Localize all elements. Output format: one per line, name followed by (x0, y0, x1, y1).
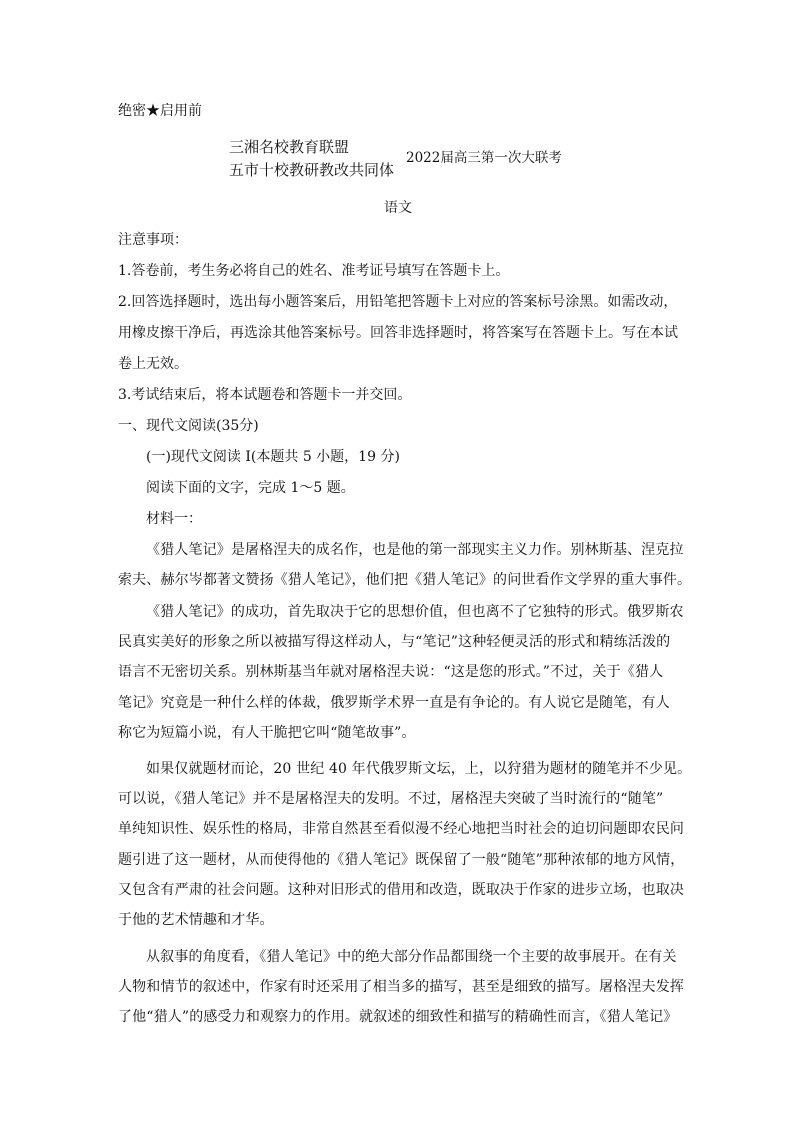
paragraph-line: 《猎人笔记》的成功，首先取决于它的思想价值，但也离不了它独特的形式。俄罗斯农 (146, 604, 684, 620)
paragraph-line: 单纯知识性、娱乐性的格局，非常自然甚至看似漫不经心地把当时社会的迫切问题即农民问 (118, 821, 684, 838)
exam-title: 2022届高三第一次大联考 (406, 150, 562, 166)
paragraph-line: 如果仅就题材而论，20 世纪 40 年代俄罗斯文坛，上，以狩猎为题材的随笔并不少见。 (146, 761, 692, 777)
note-item-2-line-2: 用橡皮擦干净后，再选涂其他答案标号。回答非选择题时，将答案写在答题卡上。写在本试 (118, 325, 678, 341)
note-item-3: 3.考试结束后，将本试题卷和答题卡一并交回。 (118, 387, 412, 403)
paragraph-line: 了他“猎人”的感受力和观察力的作用。就叙述的细致性和描写的精确性而言，《猎人笔记》 (118, 1009, 678, 1026)
paragraph-line: 称它为短篇小说，有人干脆把它叫“随笔故事”。 (118, 724, 416, 741)
notes-title: 注意事项： (118, 232, 188, 248)
org-name-line1: 三湘名校教育联盟 (229, 138, 350, 156)
confidential-label: 绝密★启用前 (118, 103, 202, 119)
org-name-line2: 五市十校教研教改共同体 (229, 161, 395, 179)
paragraph-line: 可以说，《猎人笔记》并不是屠格涅夫的发明。不过，屠格涅夫突破了当时流行的“随笔” (118, 791, 664, 808)
paragraph-line: 人物和情节的叙述中，作家有时还采用了相当多的描写，甚至是细致的描写。屠格涅夫发挥 (118, 979, 684, 996)
paragraph-line: 索夫、赫尔岑都著文赞扬《猎人笔记》，他们把《猎人笔记》的问世看作文学界的重大事件。 (118, 572, 692, 589)
note-item-2-line-1: 2.回答选择题时，选出每小题答案后，用铅笔把答题卡上对应的答案标号涂黑。如需改动， (118, 294, 678, 310)
material-label: 材料一： (146, 511, 202, 527)
paragraph-line: 笔记》究竟是一种什么样的体裁，俄罗斯学术界一直是有争论的。有人说它是随笔，有人 (118, 694, 670, 711)
section-sub-heading: (一)现代文阅读 I(本题共 5 小题，19 分) (146, 449, 400, 465)
paragraph-3 (118, 754, 692, 935)
paragraph-line: 从叙事的角度看，《猎人笔记》中的绝大部分作品都围绕一个主要的故事展开。在有关 (146, 949, 677, 965)
paragraph-line: 题引进了这一题材，从而使得他的《猎人笔记》既保留了一般“随笔”那种浓郁的地方风情， (118, 851, 685, 868)
paragraph-line: 《猎人笔记》是屠格涅夫的成名作，也是他的第一部现实主义力作。别林斯基、涅克拉 (146, 542, 684, 558)
note-item-1: 1.答卷前，考生务必将自己的姓名、准考证号填写在答题卡上。 (118, 263, 510, 279)
paragraph-line: 民真实美好的形象之所以被描写得这样动人，与“笔记”这种轻便灵活的形式和精练活泼的 (118, 634, 671, 651)
subject-title: 语文 (384, 200, 412, 216)
paragraph-line: 又包含有严肃的社会问题。这种对旧形式的借用和改造，既取决于作家的进步立场，也取决 (118, 881, 684, 898)
section-heading: 一、现代文阅读(35分) (118, 418, 259, 434)
note-item-2-line-3: 卷上无效。 (118, 356, 188, 372)
paragraph-line: 语言不无密切关系。别林斯基当年就对屠格涅夫说：“这是您的形式。”不过，关于《猎人 (118, 664, 664, 681)
paragraph-1 (118, 535, 692, 595)
paragraph-line: 于他的艺术情趣和才华。 (118, 911, 274, 928)
paragraph-2 (118, 597, 684, 748)
paragraph-4 (118, 942, 684, 1033)
reading-instruction: 阅读下面的文字，完成 1～5 题。 (146, 480, 355, 496)
